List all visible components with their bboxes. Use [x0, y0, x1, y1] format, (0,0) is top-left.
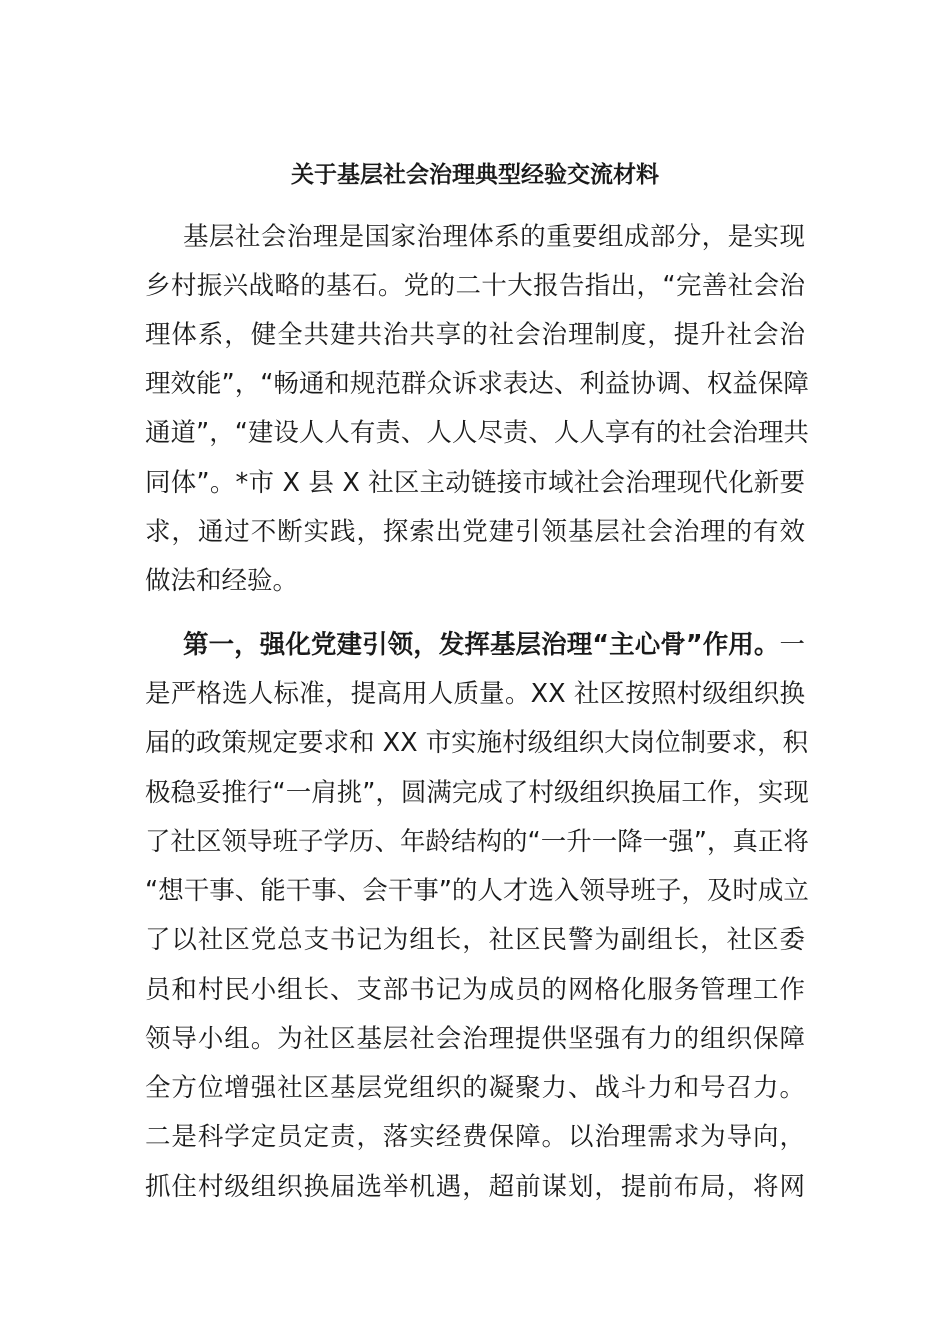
section-heading: 第一，强化党建引领，发挥基层治理“主心骨”作用。: [183, 630, 780, 660]
section-heading-tail: 一: [779, 630, 805, 660]
document-title: 关于基层社会治理典型经验交流材料: [291, 162, 659, 188]
paragraph-2-line: 了社区领导班子学历、年龄结构的“一升一降一强”，真正将: [145, 827, 809, 857]
paragraph-1-line: 做法和经验。: [145, 566, 299, 596]
paragraph-1-line: 基层社会治理是国家治理体系的重要组成部分，是实现: [183, 222, 805, 252]
paragraph-1-line: 理效能”，“畅通和规范群众诉求表达、利益协调、权益保障: [145, 369, 809, 399]
paragraph-2-line: 届的政策规定要求和 XX 市实施村级组织大岗位制要求，积: [145, 728, 809, 758]
paragraph-1-line: 乡村振兴战略的基石。党的二十大报告指出，“完善社会治: [145, 271, 805, 301]
paragraph-2-line: 是严格选人标准，提高用人质量。XX 社区按照村级组织换: [145, 679, 805, 709]
paragraph-1-line: 同体”。*市 X 县 X 社区主动链接市域社会治理现代化新要: [145, 468, 805, 498]
paragraph-2-line: 二是科学定员定责，落实经费保障。以治理需求为导向，: [145, 1122, 805, 1152]
paragraph-2-line: 了以社区党总支书记为组长，社区民警为副组长，社区委: [145, 925, 805, 955]
paragraph-2-line: 极稳妥推行“一肩挑”，圆满完成了村级组织换届工作，实现: [145, 778, 809, 808]
paragraph-2-first-line: [145, 625, 805, 665]
paragraph-1-line: 通道”，“建设人人有责、人人尽责、人人享有的社会治理共: [145, 418, 809, 448]
paragraph-1-line: 求，通过不断实践，探索出党建引领基层社会治理的有效: [145, 517, 805, 547]
paragraph-2-line: “想干事、能干事、会干事”的人才选入领导班子，及时成立: [145, 876, 809, 906]
paragraph-2-line: 全方位增强社区基层党组织的凝聚力、战斗力和号召力。: [145, 1073, 805, 1103]
paragraph-2-line: 领导小组。为社区基层社会治理提供坚强有力的组织保障: [145, 1024, 805, 1054]
paragraph-2-line: 员和村民小组长、支部书记为成员的网格化服务管理工作: [145, 975, 805, 1005]
paragraph-2-line: 抓住村级组织换届选举机遇，超前谋划，提前布局，将网: [145, 1172, 805, 1202]
paragraph-1-line: 理体系，健全共建共治共享的社会治理制度，提升社会治: [145, 320, 805, 350]
